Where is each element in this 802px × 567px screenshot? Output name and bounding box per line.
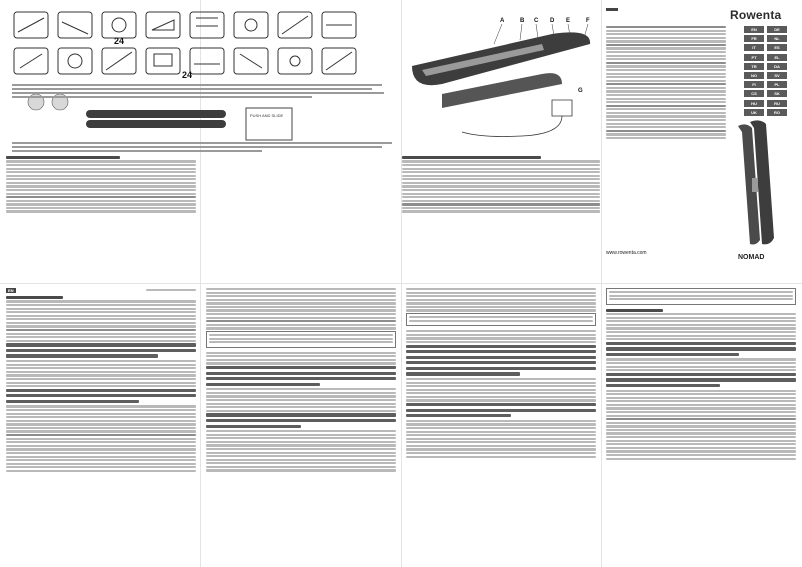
- product-hero-image: [720, 118, 798, 248]
- website-link[interactable]: www.rowenta.com: [606, 250, 647, 256]
- callout-d: D: [550, 18, 555, 24]
- cover-text-column: [606, 26, 726, 141]
- corner-mark: [606, 8, 618, 11]
- callout-g: G: [578, 88, 583, 94]
- usage-illustrations: [6, 4, 396, 154]
- svg-text:24: 24: [182, 70, 193, 80]
- callout-e: E: [566, 18, 571, 24]
- model-name: NOMAD: [738, 254, 765, 261]
- column-nl: [406, 288, 596, 564]
- callout-a: A: [500, 18, 505, 24]
- instruction-band: [6, 156, 396, 280]
- column-es: [606, 288, 796, 564]
- cover-panel: [602, 0, 802, 283]
- fold-line: [0, 283, 802, 284]
- instruction-band-2: [402, 156, 600, 280]
- svg-text:24: 24: [114, 36, 125, 46]
- illustration-panel: [6, 4, 396, 154]
- product-drawing-panel: [402, 4, 600, 154]
- column-fr: [206, 288, 396, 564]
- callout-f: F: [586, 18, 590, 24]
- column-en: [6, 288, 196, 564]
- language-index: EN DE FR NL IT ES PT EL TR DA NO SV FI PL CS SK HU RU UK RO: [744, 26, 790, 118]
- callout-b: B: [520, 18, 525, 24]
- section-badge: EN: [8, 288, 14, 293]
- brand-logo: Rowenta: [730, 8, 782, 22]
- callout-c: C: [534, 18, 539, 24]
- product-diagram: [402, 4, 600, 154]
- svg-text:PUSH AND SLIDE: PUSH AND SLIDE: [250, 113, 284, 118]
